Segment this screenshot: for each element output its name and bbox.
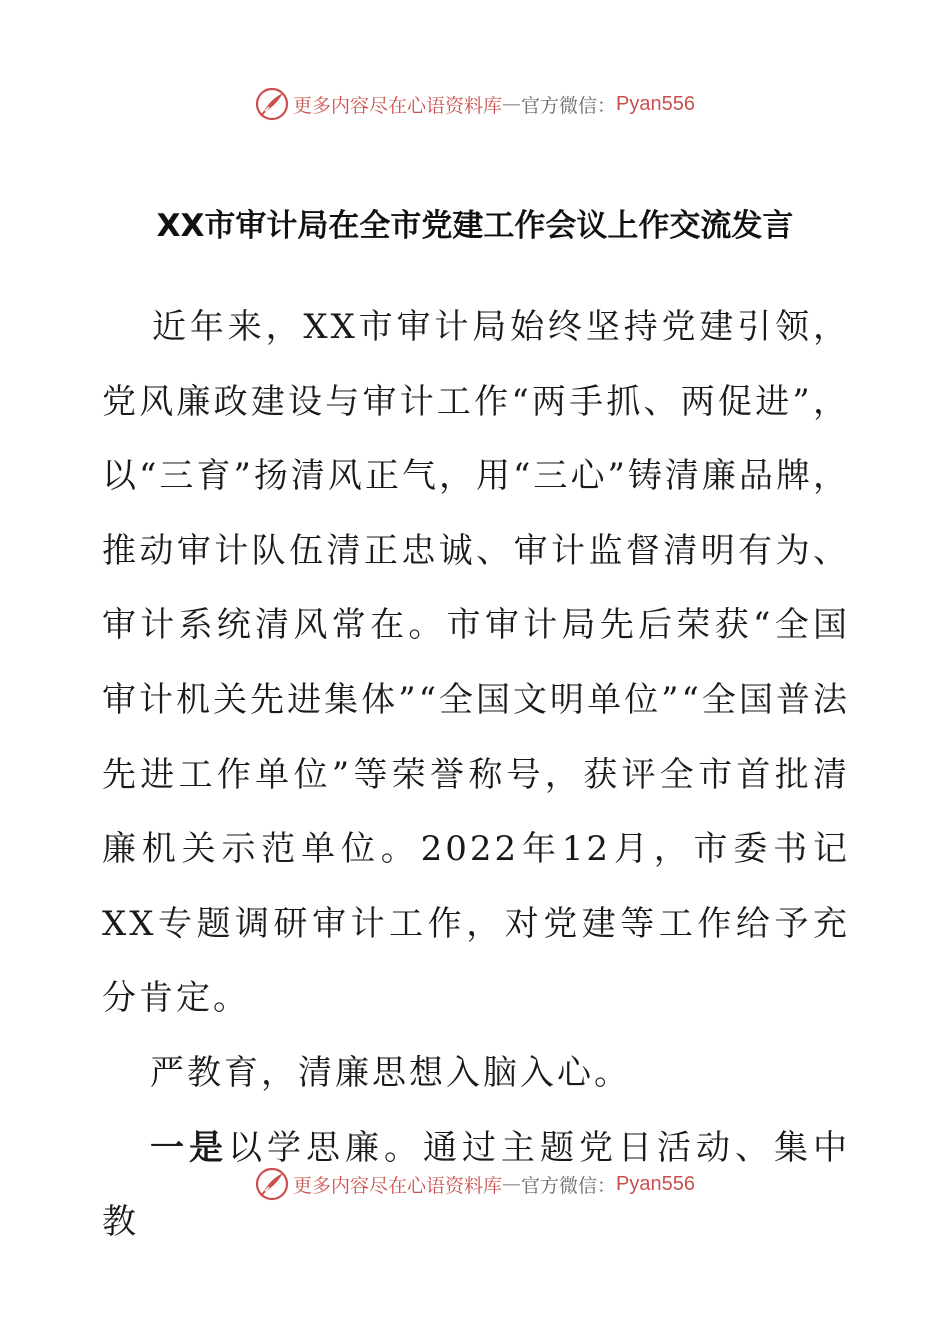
header-watermark-banner: [0, 84, 950, 124]
quill-pen-logo-icon: [255, 87, 289, 121]
banner-wechat-id: Pyan556: [616, 1172, 695, 1195]
quill-pen-logo-icon: [255, 1167, 289, 1201]
footer-watermark-banner: [0, 1164, 950, 1204]
banner-separator: —: [502, 1173, 522, 1195]
item-text: 以学思廉。通过主题党日活动、集中教: [102, 1127, 850, 1243]
document-body: [102, 290, 850, 1260]
banner-wechat-label: 官方微信：: [521, 94, 617, 117]
banner-wechat-label: 官方微信：: [521, 1174, 617, 1197]
item-lead: 一是: [150, 1127, 228, 1168]
banner-text: 更多内容尽在心语资料库: [293, 94, 503, 117]
section-heading: 严教育，清廉思想入脑入心。: [150, 1052, 631, 1093]
banner-separator: —: [502, 93, 522, 115]
banner-wechat-id: Pyan556: [616, 92, 695, 115]
banner-text: 更多内容尽在心语资料库: [293, 1174, 503, 1197]
intro-paragraph: 近年来，XX市审计局始终坚持党建引领，党风廉政建设与审计工作“两手抓、两促进”，以“三育”扬清风正气，用“三心”铸清廉品牌，推动审计队伍清正忠诚、审计监督清明有为、审计系统清风常在。市审计局先后荣获“全国审计机关先进集体”“全国文明单位”“全国普法先进工作单位”等荣誉称号，获评全市首批清廉机关示范单位。2022年12月，市委书记XX专题调研审计工作，对党建等工作给予充分肯定。: [102, 307, 850, 1019]
document-title: XX市审计局在全市党建工作会议上作交流发言: [156, 208, 794, 244]
